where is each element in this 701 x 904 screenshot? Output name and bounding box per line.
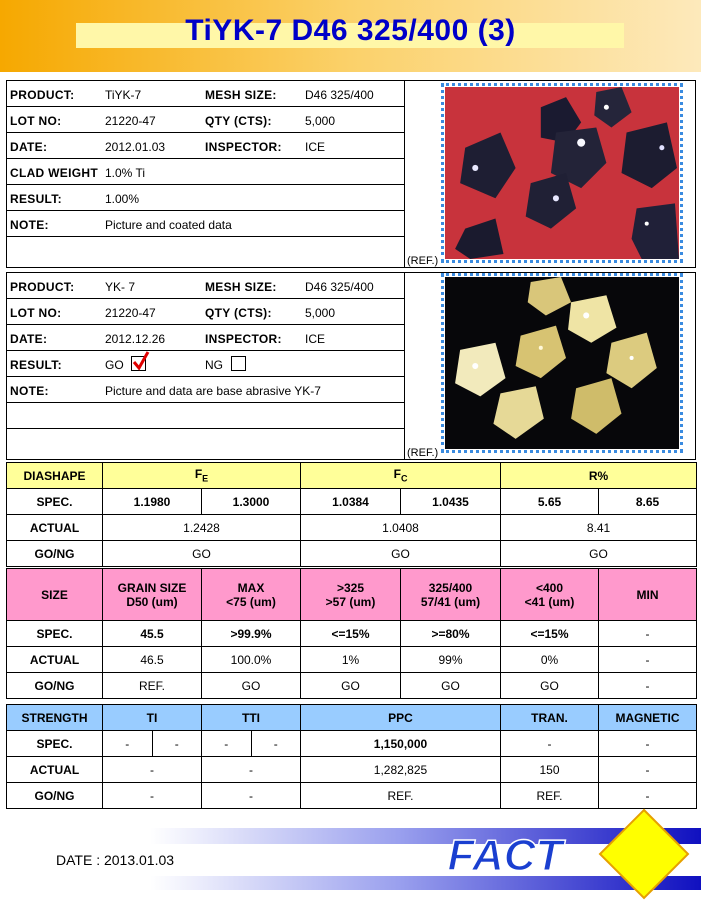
ti-spec-min: -	[103, 731, 153, 756]
size-header-row	[7, 569, 697, 621]
ng-label: NG	[205, 358, 223, 372]
date-value: 2012.01.03	[105, 140, 166, 154]
mesh-label: MESH SIZE:	[205, 88, 277, 102]
strength-spec-row	[7, 731, 697, 757]
spec-value: 1.3000	[202, 489, 301, 515]
actual-value: 1.2428	[103, 515, 301, 541]
strength-gong-row	[7, 783, 697, 809]
actual-label: ACTUAL	[7, 515, 103, 541]
base-info-fields	[7, 273, 405, 459]
clad-value: 1.0% Ti	[105, 166, 146, 180]
gong-label: GO/NG	[7, 673, 103, 699]
diashape-spec-row	[7, 489, 697, 515]
ppc-header: PPC	[301, 705, 501, 731]
spec-value: -	[599, 621, 697, 647]
clad-label: CLAD WEIGHT	[10, 166, 98, 180]
inspector-label: INSPECTOR:	[205, 140, 282, 154]
date-row	[7, 133, 405, 159]
tran-gong: REF.	[501, 783, 599, 809]
product-value: TiYK-7	[105, 88, 142, 102]
gong-value: GO	[301, 673, 401, 699]
mesh-value: D46 325/400	[305, 88, 374, 102]
fe-header: $F_E$	[103, 463, 301, 489]
lot-value: 21220-47	[105, 306, 156, 320]
spec-value: 1.1980	[103, 489, 202, 515]
tti-actual: -	[202, 757, 301, 783]
r-header: R%	[501, 463, 697, 489]
tti-spec-min: -	[202, 731, 252, 756]
tti-header: TTI	[202, 705, 301, 731]
diashape-table	[6, 462, 697, 567]
spec-label: SPEC.	[7, 731, 103, 757]
ti-spec-max: -	[174, 736, 179, 751]
note-value: Picture and data are base abrasive YK-7	[105, 384, 321, 398]
size-table	[6, 568, 697, 699]
actual-value: 100.0%	[202, 647, 301, 673]
tran-header: TRAN.	[501, 705, 599, 731]
gong-value: GO	[103, 541, 301, 567]
magnetic-gong: -	[599, 783, 697, 809]
note-label: NOTE:	[10, 384, 49, 398]
actual-label: ACTUAL	[7, 757, 103, 783]
date-row	[7, 325, 405, 351]
go-label: GO	[105, 358, 124, 372]
spec-value: 5.65	[501, 489, 599, 515]
ti-actual: -	[103, 757, 202, 783]
spec-value: 1.0384	[301, 489, 401, 515]
spec-label: SPEC.	[7, 621, 103, 647]
actual-value: 0%	[501, 647, 599, 673]
size-col-header: GRAIN SIZE D50 (um)	[103, 569, 202, 621]
spec-value: 45.5	[103, 621, 202, 647]
inspector-label: INSPECTOR:	[205, 332, 282, 346]
coated-crystal-photo	[441, 83, 683, 263]
date-value: 2012.12.26	[105, 332, 166, 346]
product-value: YK- 7	[105, 280, 136, 294]
tti-spec-max: -	[273, 736, 278, 751]
size-header: SIZE	[7, 569, 103, 621]
gong-label: GO/NG	[7, 783, 103, 809]
gong-value: GO	[401, 673, 501, 699]
tran-actual: 150	[501, 757, 599, 783]
qty-label: QTY (CTS):	[205, 114, 272, 128]
actual-value: 1%	[301, 647, 401, 673]
strength-header: STRENGTH	[7, 705, 103, 731]
tti-spec	[202, 731, 301, 757]
go-checkbox[interactable]	[131, 356, 146, 371]
product-row	[7, 81, 405, 107]
empty-row	[7, 403, 405, 429]
spec-value: <=15%	[301, 621, 401, 647]
inspector-value: ICE	[305, 140, 326, 154]
gong-value: REF.	[103, 673, 202, 699]
spec-value: >99.9%	[202, 621, 301, 647]
qty-label: QTY (CTS):	[205, 306, 272, 320]
tran-spec: -	[501, 731, 599, 757]
qty-value: 5,000	[305, 306, 336, 320]
magnetic-actual: -	[599, 757, 697, 783]
ti-spec	[103, 731, 202, 757]
product-label: PRODUCT:	[10, 280, 75, 294]
lot-value: 21220-47	[105, 114, 156, 128]
gong-label: GO/NG	[7, 541, 103, 567]
tti-gong: -	[202, 783, 301, 809]
ti-gong: -	[103, 783, 202, 809]
size-gong-row	[7, 673, 697, 699]
size-col-header: MAX <75 (um)	[202, 569, 301, 621]
result-label: RESULT:	[10, 358, 62, 372]
result-value: 1.00%	[105, 192, 140, 206]
fact-logo	[440, 826, 570, 882]
ng-checkbox[interactable]	[231, 356, 246, 371]
diamond-logo-icon	[598, 808, 690, 900]
diashape-actual-row	[7, 515, 697, 541]
result-label: RESULT:	[10, 192, 62, 206]
mesh-label: MESH SIZE:	[205, 280, 277, 294]
ppc-spec: 1,150,000	[301, 731, 501, 757]
magnetic-header: MAGNETIC	[599, 705, 697, 731]
strength-table	[6, 704, 697, 809]
diashape-gong-row	[7, 541, 697, 567]
size-spec-row	[7, 621, 697, 647]
result-row	[7, 351, 405, 377]
gong-value: GO	[202, 673, 301, 699]
lot-label: LOT NO:	[10, 306, 62, 320]
actual-value: 8.41	[501, 515, 697, 541]
spec-value: 1.0435	[401, 489, 501, 515]
actual-value: -	[599, 647, 697, 673]
result-row	[7, 185, 405, 211]
actual-value: 46.5	[103, 647, 202, 673]
gong-value: GO	[501, 673, 599, 699]
ti-header: TI	[103, 705, 202, 731]
spec-value: <=15%	[501, 621, 599, 647]
gong-value: GO	[301, 541, 501, 567]
fact-logo-text: FACT	[447, 831, 563, 880]
gong-value: -	[599, 673, 697, 699]
ppc-gong: REF.	[301, 783, 501, 809]
strength-actual-row	[7, 757, 697, 783]
size-col-header: >325 >57 (um)	[301, 569, 401, 621]
gong-value: GO	[501, 541, 697, 567]
coated-info-fields	[7, 81, 405, 267]
qty-value: 5,000	[305, 114, 336, 128]
base-crystal-photo	[441, 273, 683, 453]
spec-value: 8.65	[599, 489, 697, 515]
ref-label: (REF.)	[407, 447, 439, 459]
inspector-value: ICE	[305, 332, 326, 346]
note-value: Picture and coated data	[105, 218, 232, 232]
page-title: TiYK-7 D46 325/400 (3)	[185, 14, 516, 47]
magnetic-spec: -	[599, 731, 697, 757]
strength-header-row	[7, 705, 697, 731]
size-col-header: <400 <41 (um)	[501, 569, 599, 621]
fc-header: $F_C$	[301, 463, 501, 489]
spec-label: SPEC.	[7, 489, 103, 515]
checkmark-icon	[131, 351, 151, 371]
spec-value: >=80%	[401, 621, 501, 647]
date-label: DATE:	[10, 140, 48, 154]
product-row	[7, 273, 405, 299]
ref-label: (REF.)	[407, 255, 439, 267]
size-actual-row	[7, 647, 697, 673]
note-row	[7, 211, 405, 237]
diashape-header: DIASHAPE	[7, 463, 103, 489]
clad-row	[7, 159, 405, 185]
actual-value: 1.0408	[301, 515, 501, 541]
diashape-header-row	[7, 463, 697, 489]
size-col-header: MIN	[599, 569, 697, 621]
lot-row	[7, 107, 405, 133]
size-col-header: 325/400 57/41 (um)	[401, 569, 501, 621]
mesh-value: D46 325/400	[305, 280, 374, 294]
note-row	[7, 377, 405, 403]
actual-value: 99%	[401, 647, 501, 673]
note-label: NOTE:	[10, 218, 49, 232]
lot-row	[7, 299, 405, 325]
lot-label: LOT NO:	[10, 114, 62, 128]
actual-label: ACTUAL	[7, 647, 103, 673]
ppc-actual: 1,282,825	[301, 757, 501, 783]
product-label: PRODUCT:	[10, 88, 75, 102]
date-label: DATE:	[10, 332, 48, 346]
footer-date: DATE : 2013.01.03	[56, 852, 175, 868]
